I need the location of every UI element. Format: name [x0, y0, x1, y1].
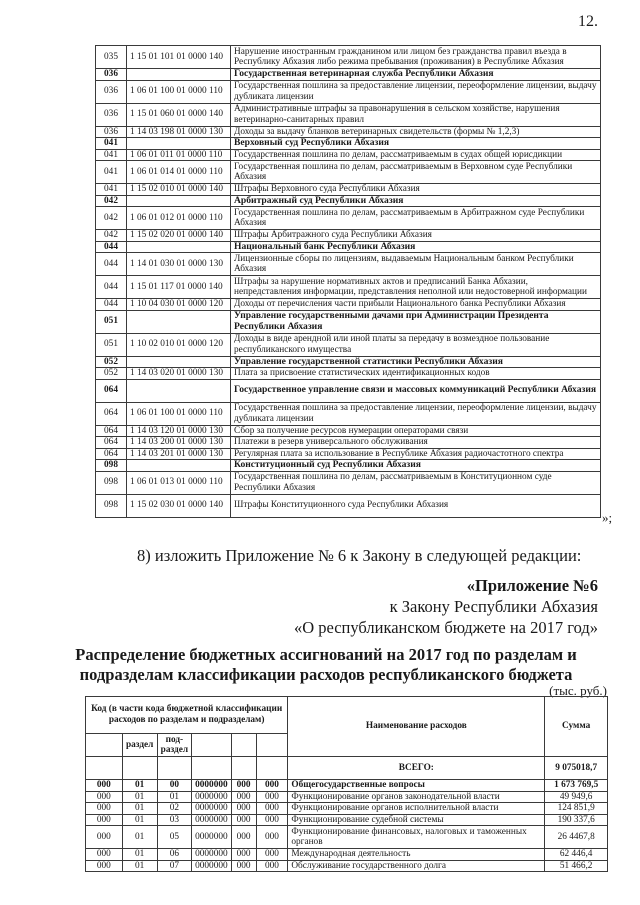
- kbk-code: 1 06 01 013 01 0000 110: [127, 471, 231, 494]
- code-col4-header: [192, 734, 232, 757]
- income-name: Штрафы за нарушение нормативных актов и предписаний Банка Абхазии, непредставления информации, представления неполной или недостоверной информации: [231, 276, 601, 299]
- subsection-code: 06: [157, 849, 191, 861]
- subsection-code: 05: [157, 826, 191, 849]
- code-col5-header: [231, 734, 256, 757]
- agency-code: 041: [96, 184, 127, 196]
- total-label: ВСЕГО:: [288, 757, 545, 780]
- code-1: 000: [86, 791, 123, 803]
- section-code: 01: [122, 849, 157, 861]
- income-name: Штрафы Верховного суда Республики Абхазия: [231, 184, 601, 196]
- amendment-paragraph: 8) изложить Приложение № 6 к Закону в следующей редакции:: [137, 546, 582, 565]
- code-6: 000: [256, 780, 288, 792]
- code-group-header: Код (в части кода бюджетной классификации расходов по разделам и подразделам): [86, 697, 288, 734]
- section-code: 01: [122, 814, 157, 826]
- income-name: Государственная пошлина по делам, рассматриваемым в Арбитражном суде Республики Абхазия: [231, 207, 601, 230]
- expense-sum: 26 4467,8: [545, 826, 608, 849]
- agency-code: 064: [96, 448, 127, 460]
- kbk-code: [127, 379, 231, 402]
- income-row: [96, 448, 601, 460]
- expense-name: Функционирование органов исполнительной власти: [288, 803, 545, 815]
- agency-code: 044: [96, 241, 127, 253]
- agency-code: 098: [96, 471, 127, 494]
- agency-header-row: [96, 69, 601, 81]
- kbk-code: 1 15 02 010 01 0000 140: [127, 184, 231, 196]
- agency-code: 041: [96, 149, 127, 161]
- income-name: Административные штрафы за правонарушения в сельском хозяйстве, нарушения ветеринарно-санитарных правил: [231, 103, 601, 126]
- code-6: 000: [256, 826, 288, 849]
- income-row: [96, 103, 601, 126]
- section-code: 01: [122, 826, 157, 849]
- kbk-code: 1 06 01 011 01 0000 110: [127, 149, 231, 161]
- income-name: Штрафы Арбитражного суда Республики Абхазия: [231, 230, 601, 242]
- code-1: 000: [86, 814, 123, 826]
- kbk-code: 1 06 01 100 01 0000 110: [127, 80, 231, 103]
- income-row: [96, 368, 601, 380]
- agency-code: 042: [96, 195, 127, 207]
- closing-quote-mark: »;: [602, 510, 613, 525]
- income-row: [96, 149, 601, 161]
- target-code: 0000000: [192, 780, 232, 792]
- agency-header-row: [96, 379, 601, 402]
- name-column-header: Наименование расходов: [288, 697, 545, 757]
- agency-code: 064: [96, 425, 127, 437]
- expense-sum: 51 466,2: [545, 860, 608, 872]
- kbk-code: 1 15 01 117 01 0000 140: [127, 276, 231, 299]
- expense-type-code: 000: [231, 803, 256, 815]
- income-name: Национальный банк Республики Абхазия: [231, 241, 601, 253]
- target-code: 0000000: [192, 814, 232, 826]
- income-row: [96, 253, 601, 276]
- expense-type-code: 000: [231, 780, 256, 792]
- income-row: [96, 184, 601, 196]
- agency-code: 051: [96, 333, 127, 356]
- target-code: 0000000: [192, 849, 232, 861]
- income-row: [96, 46, 601, 69]
- kbk-code: [127, 195, 231, 207]
- total-value: 9 075018,7: [545, 757, 608, 780]
- expense-distribution-table: [85, 696, 608, 872]
- income-row: [96, 207, 601, 230]
- income-row: [96, 437, 601, 449]
- agency-code: 044: [96, 276, 127, 299]
- section-row: [86, 780, 608, 792]
- sum-column-header: Сумма: [545, 697, 608, 757]
- income-name: Управление государственными дачами при Администрации Президента Республики Абхазия: [231, 310, 601, 333]
- code-6: 000: [256, 814, 288, 826]
- kbk-code: [127, 138, 231, 150]
- appendix-law-ref: к Закону Республики Абхазия: [389, 597, 598, 616]
- agency-code: 035: [96, 46, 127, 69]
- expense-type-code: 000: [231, 791, 256, 803]
- agency-header-row: [96, 356, 601, 368]
- income-name: Государственная пошлина по делам, рассматриваемым в судах общей юрисдикции: [231, 149, 601, 161]
- agency-code: 098: [96, 494, 127, 517]
- income-name: Государственная пошлина по делам, рассматриваемым в Конституционном суде Республики Абхазия: [231, 471, 601, 494]
- agency-header-row: [96, 460, 601, 472]
- page-number: 12.: [578, 13, 598, 30]
- agency-code: 064: [96, 402, 127, 425]
- income-name: Доходы от перечисления части прибыли Национального банка Республики Абхазия: [231, 299, 601, 311]
- agency-code: 052: [96, 368, 127, 380]
- agency-code: 098: [96, 460, 127, 472]
- kbk-code: [127, 69, 231, 81]
- income-row: [96, 402, 601, 425]
- income-row: [96, 126, 601, 138]
- income-name: Арбитражный суд Республики Абхазия: [231, 195, 601, 207]
- income-name: Управление государственной статистики Республики Абхазия: [231, 356, 601, 368]
- expense-name: Функционирование судебной системы: [288, 814, 545, 826]
- expense-sum: 1 673 769,5: [545, 780, 608, 792]
- agency-code: 036: [96, 69, 127, 81]
- kbk-code: 1 06 01 012 01 0000 110: [127, 207, 231, 230]
- subsection-row: [86, 814, 608, 826]
- target-code: 0000000: [192, 791, 232, 803]
- income-row: [96, 333, 601, 356]
- code-6: 000: [256, 791, 288, 803]
- subsection-code: 03: [157, 814, 191, 826]
- income-name: Платежи в резерв универсального обслуживания: [231, 437, 601, 449]
- expense-type-code: 000: [231, 860, 256, 872]
- expense-name: Международная деятельность: [288, 849, 545, 861]
- distribution-title-line1: Распределение бюджетных ассигнований на 2017 год по разделам и: [75, 645, 577, 664]
- income-name: Сбор за получение ресурсов нумерации операторами связи: [231, 425, 601, 437]
- total-row: [86, 757, 608, 780]
- expense-name: Функционирование органов законодательной власти: [288, 791, 545, 803]
- agency-code: 042: [96, 207, 127, 230]
- expense-name: Функционирование финансовых, налоговых и таможенных органов: [288, 826, 545, 849]
- agency-code: 044: [96, 299, 127, 311]
- distribution-title-line2: подразделам классификации расходов республиканского бюджета: [79, 665, 573, 684]
- section-code: 01: [122, 791, 157, 803]
- expense-sum: 190 337,6: [545, 814, 608, 826]
- income-name: Государственная ветеринарная служба Республики Абхазия: [231, 69, 601, 81]
- code-col1-header: [86, 734, 123, 757]
- kbk-code: 1 14 03 201 01 0000 130: [127, 448, 231, 460]
- income-name: Регулярная плата за использование в Республике Абхазия радиочастотного спектра: [231, 448, 601, 460]
- expense-name: Общегосударственные вопросы: [288, 780, 545, 792]
- income-row: [96, 276, 601, 299]
- kbk-code: 1 14 03 120 01 0000 130: [127, 425, 231, 437]
- code-6: 000: [256, 803, 288, 815]
- income-row: [96, 80, 601, 103]
- income-row: [96, 425, 601, 437]
- income-name: Плата за присвоение статистических идентификационных кодов: [231, 368, 601, 380]
- agency-code: 042: [96, 230, 127, 242]
- section-code: 01: [122, 860, 157, 872]
- subsection-code: 00: [157, 780, 191, 792]
- income-name: Конституционный суд Республики Абхазия: [231, 460, 601, 472]
- agency-header-row: [96, 241, 601, 253]
- income-name: Государственная пошлина за предоставление лицензии, переоформление лицензии, выдачу дубликата лицензии: [231, 402, 601, 425]
- agency-code: 041: [96, 161, 127, 184]
- expense-sum: 49 949,6: [545, 791, 608, 803]
- income-name: Государственная пошлина по делам, рассматриваемым в Верховном суде Республики Абхазия: [231, 161, 601, 184]
- section-code: 01: [122, 780, 157, 792]
- income-name: Государственное управление связи и массовых коммуникаций Республики Абхазия: [231, 379, 601, 402]
- subsection-row: [86, 849, 608, 861]
- subsection-row: [86, 803, 608, 815]
- target-code: 0000000: [192, 803, 232, 815]
- code-1: 000: [86, 860, 123, 872]
- income-name: Верховный суд Республики Абхазия: [231, 138, 601, 150]
- code-1: 000: [86, 780, 123, 792]
- income-name: Нарушение иностранным гражданином или лицом без гражданства правил въезда в Республику Абхазия либо режима пребывания (проживания) в Республике Абхазия: [231, 46, 601, 69]
- code-6: 000: [256, 860, 288, 872]
- kbk-code: 1 14 03 198 01 0000 130: [127, 126, 231, 138]
- subsection-row: [86, 826, 608, 849]
- subsection-row: [86, 860, 608, 872]
- expense-type-code: 000: [231, 849, 256, 861]
- kbk-code: 1 10 02 010 01 0000 120: [127, 333, 231, 356]
- income-name: Штрафы Конституционного суда Республики Абхазия: [231, 494, 601, 517]
- agency-code: 052: [96, 356, 127, 368]
- kbk-code: 1 14 03 020 01 0000 130: [127, 368, 231, 380]
- section-column-header: раздел: [122, 734, 157, 757]
- agency-header-row: [96, 195, 601, 207]
- kbk-code: [127, 310, 231, 333]
- agency-code: 051: [96, 310, 127, 333]
- units-label: (тыс. руб.): [549, 683, 607, 698]
- agency-code: 036: [96, 126, 127, 138]
- kbk-code: 1 15 01 060 01 0000 140: [127, 103, 231, 126]
- target-code: 0000000: [192, 826, 232, 849]
- income-name: Государственная пошлина за предоставление лицензии, переоформление лицензии, выдачу дубликата лицензии: [231, 80, 601, 103]
- kbk-code: 1 15 02 030 01 0000 140: [127, 494, 231, 517]
- appendix-title: «Приложение №6: [466, 576, 598, 595]
- code-1: 000: [86, 849, 123, 861]
- section-code: 01: [122, 803, 157, 815]
- appendix-law-name: «О республиканском бюджете на 2017 год»: [293, 618, 598, 637]
- agency-code: 036: [96, 103, 127, 126]
- agency-code: 064: [96, 379, 127, 402]
- agency-code: 044: [96, 253, 127, 276]
- target-code: 0000000: [192, 860, 232, 872]
- agency-header-row: [96, 138, 601, 150]
- kbk-code: 1 15 02 020 01 0000 140: [127, 230, 231, 242]
- income-row: [96, 230, 601, 242]
- code-6: 000: [256, 849, 288, 861]
- kbk-code: 1 14 01 030 01 0000 130: [127, 253, 231, 276]
- expense-type-code: 000: [231, 826, 256, 849]
- code-col6-header: [256, 734, 288, 757]
- kbk-code: 1 15 01 101 01 0000 140: [127, 46, 231, 69]
- kbk-code: 1 14 03 200 01 0000 130: [127, 437, 231, 449]
- kbk-code: 1 06 01 014 01 0000 110: [127, 161, 231, 184]
- agency-code: 064: [96, 437, 127, 449]
- income-name: Доходы в виде арендной или иной платы за передачу в возмездное пользование республиканского имущества: [231, 333, 601, 356]
- subsection-row: [86, 791, 608, 803]
- subsection-code: 02: [157, 803, 191, 815]
- kbk-code: 1 10 04 030 01 0000 120: [127, 299, 231, 311]
- agency-code: 036: [96, 80, 127, 103]
- expense-sum: 62 446,4: [545, 849, 608, 861]
- income-row: [96, 299, 601, 311]
- subsection-column-header: под-раздел: [157, 734, 191, 757]
- code-1: 000: [86, 803, 123, 815]
- income-name: Доходы за выдачу бланков ветеринарных свидетельств (формы № 1,2,3): [231, 126, 601, 138]
- income-name: Лицензионные сборы по лицензиям, выдаваемым Национальным банком Республики Абхазия: [231, 253, 601, 276]
- code-1: 000: [86, 826, 123, 849]
- subsection-code: 07: [157, 860, 191, 872]
- income-row: [96, 471, 601, 494]
- kbk-code: [127, 241, 231, 253]
- kbk-code: [127, 460, 231, 472]
- agency-header-row: [96, 310, 601, 333]
- expense-type-code: 000: [231, 814, 256, 826]
- income-codes-table: [95, 45, 601, 518]
- kbk-code: [127, 356, 231, 368]
- agency-code: 041: [96, 138, 127, 150]
- income-row: [96, 161, 601, 184]
- income-row: [96, 494, 601, 517]
- expense-sum: 124 851,9: [545, 803, 608, 815]
- expense-name: Обслуживание государственного долга: [288, 860, 545, 872]
- kbk-code: 1 06 01 100 01 0000 110: [127, 402, 231, 425]
- subsection-code: 01: [157, 791, 191, 803]
